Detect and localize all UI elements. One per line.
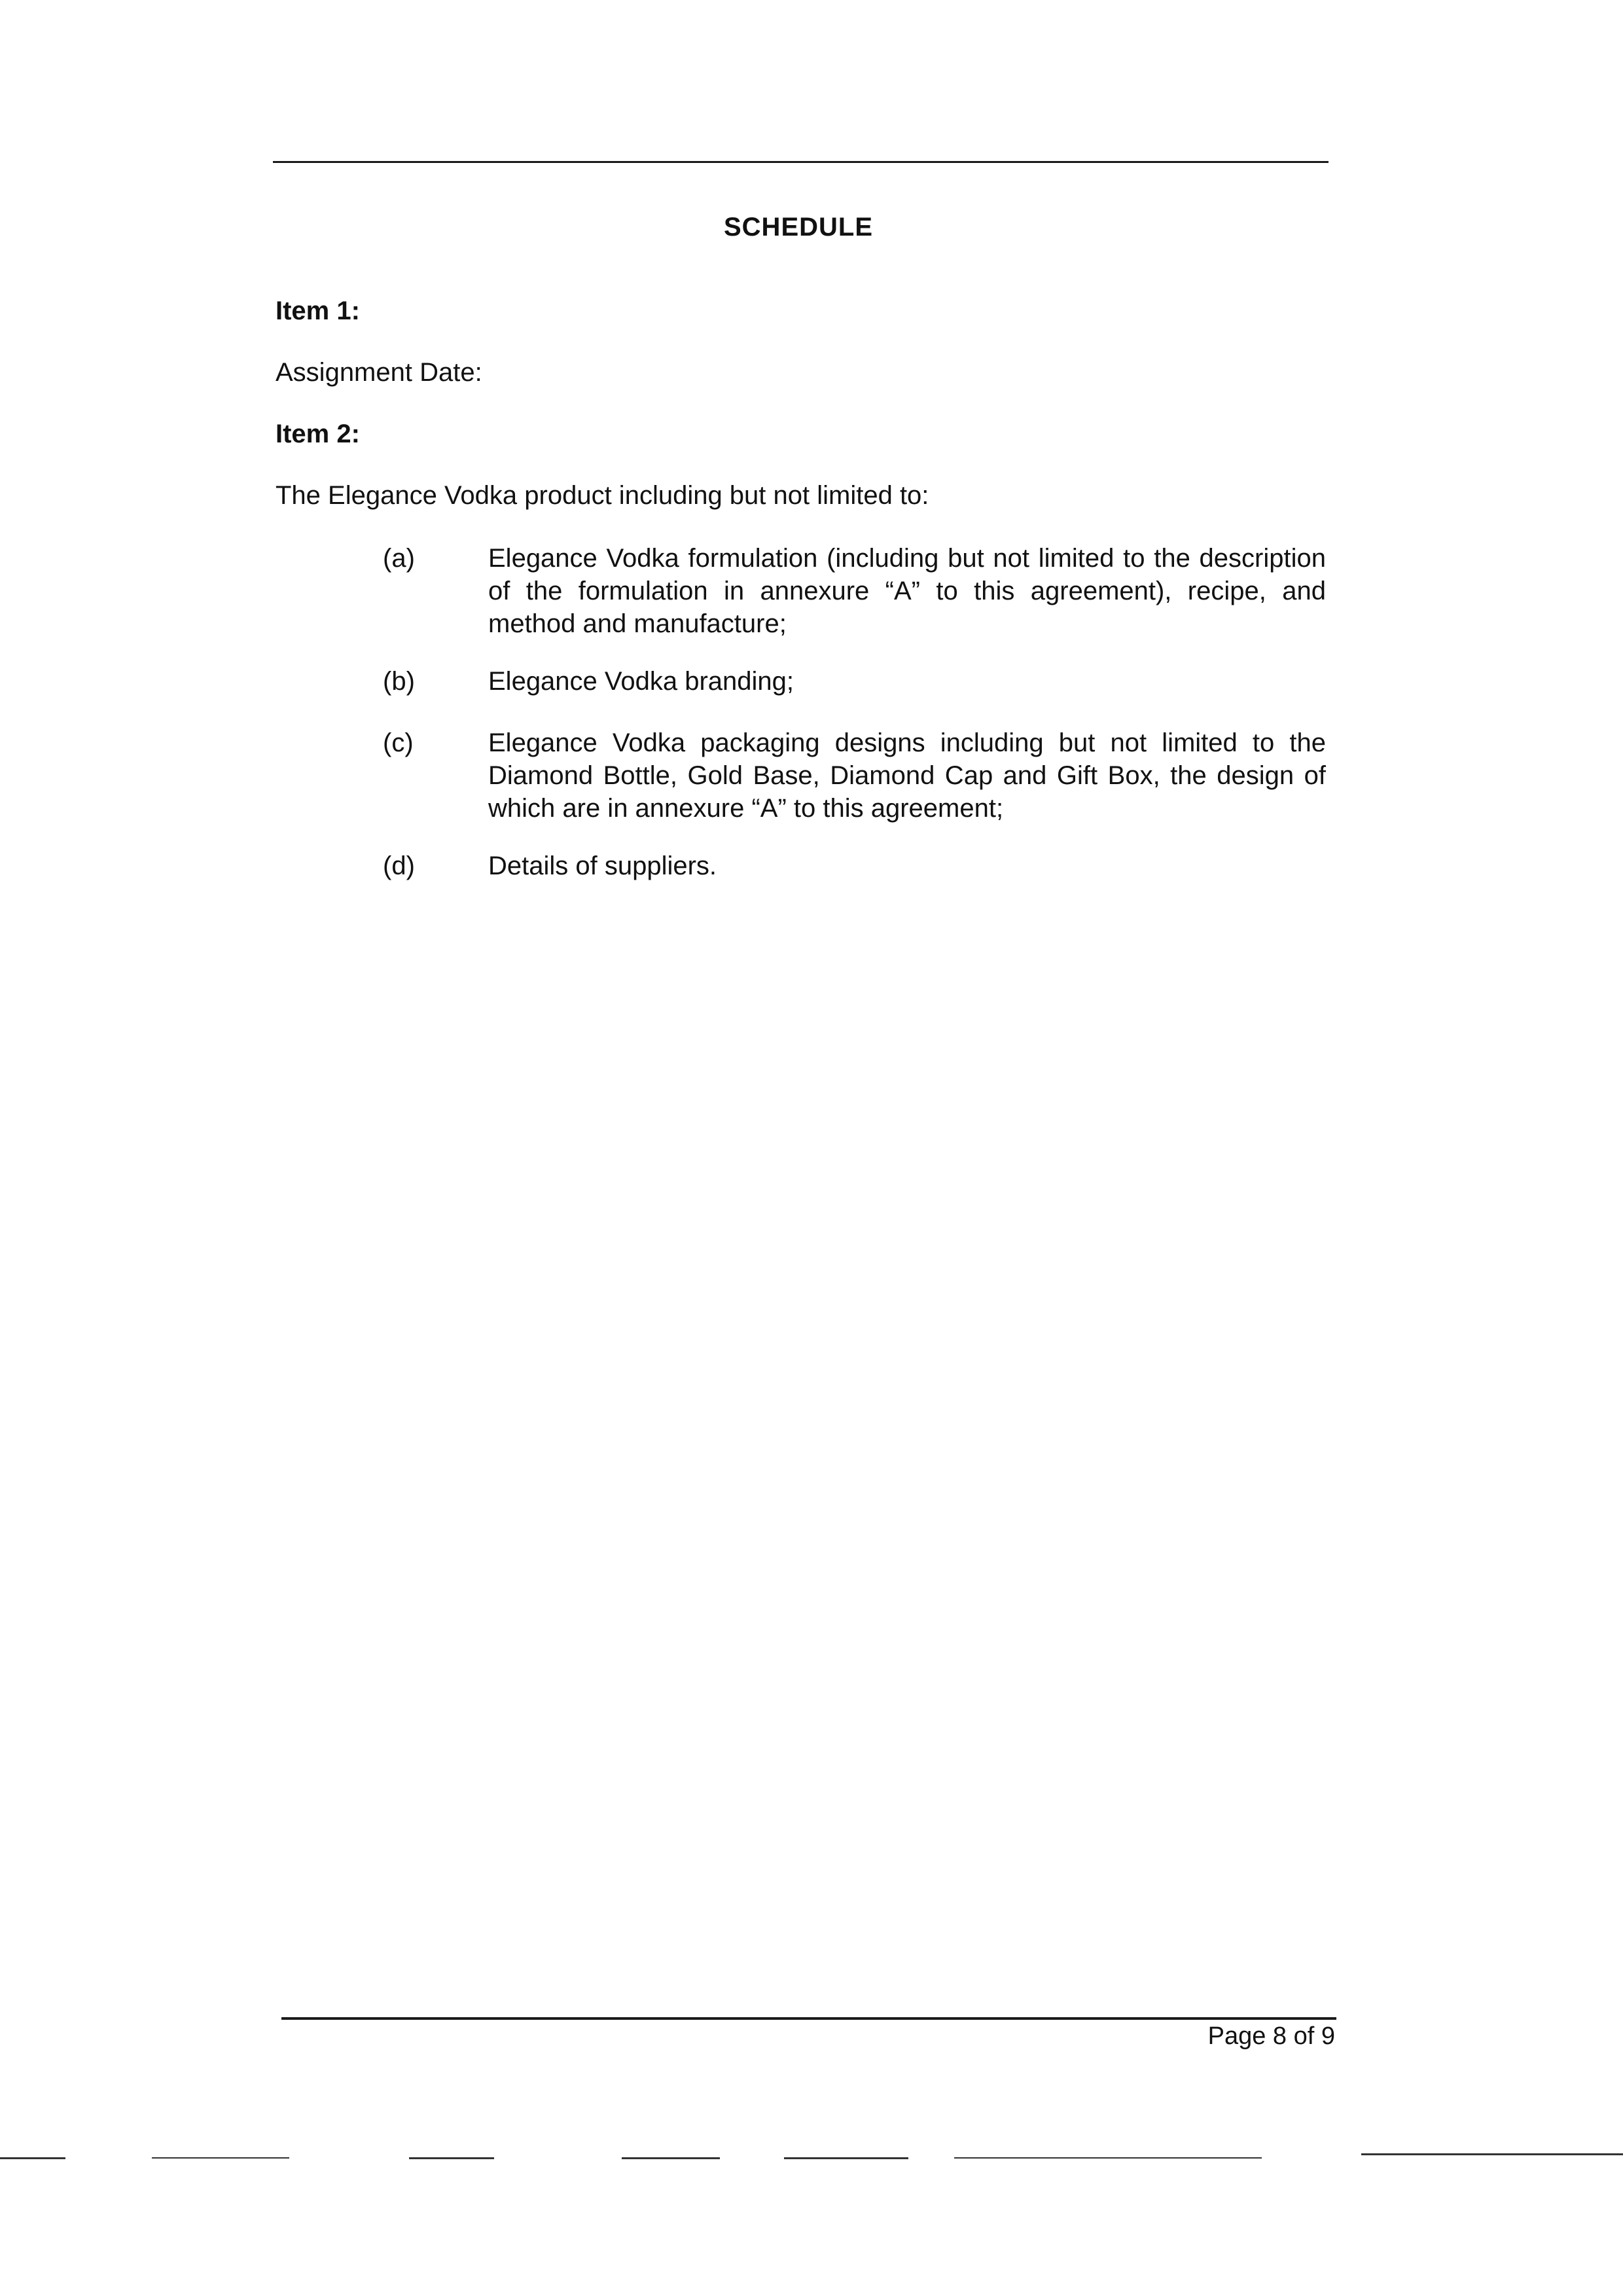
header-rule xyxy=(273,161,1329,163)
list-marker-d: (d) xyxy=(383,852,415,880)
item-2-heading: Item 2: xyxy=(276,420,360,448)
scan-edge-line xyxy=(784,2157,908,2159)
scan-edge-line xyxy=(409,2157,494,2159)
list-marker-a: (a) xyxy=(383,544,415,573)
document-title: SCHEDULE xyxy=(723,213,874,242)
scan-edge-line xyxy=(0,2157,65,2159)
page-number: Page 8 of 9 xyxy=(1207,2022,1335,2050)
list-item-a: Elegance Vodka formulation (including but not limited to the description of the formulation in annexure “A” to this agreement), recipe, and method and manufacture; xyxy=(488,544,1326,638)
scan-edge-line xyxy=(1361,2153,1623,2155)
assignment-date-label: Assignment Date: xyxy=(276,358,482,387)
scan-edge-line xyxy=(954,2157,1262,2159)
list-item-c: Elegance Vodka packaging designs including but not limited to the Diamond Bottle, Gold Base, Diamond Cap and Gift Box, the design of which are in annexure “A” to this agreement; xyxy=(488,728,1326,823)
scan-edge-line xyxy=(622,2157,720,2159)
footer-rule xyxy=(281,2017,1336,2020)
list-item-b: Elegance Vodka branding; xyxy=(488,667,794,696)
list-marker-b: (b) xyxy=(383,667,415,696)
item-1-heading: Item 1: xyxy=(276,296,360,325)
list-marker-c: (c) xyxy=(383,728,414,757)
item-2-intro: The Elegance Vodka product including but not limited to: xyxy=(276,481,929,510)
list-item-d: Details of suppliers. xyxy=(488,852,717,880)
scan-edge-line xyxy=(152,2157,289,2159)
